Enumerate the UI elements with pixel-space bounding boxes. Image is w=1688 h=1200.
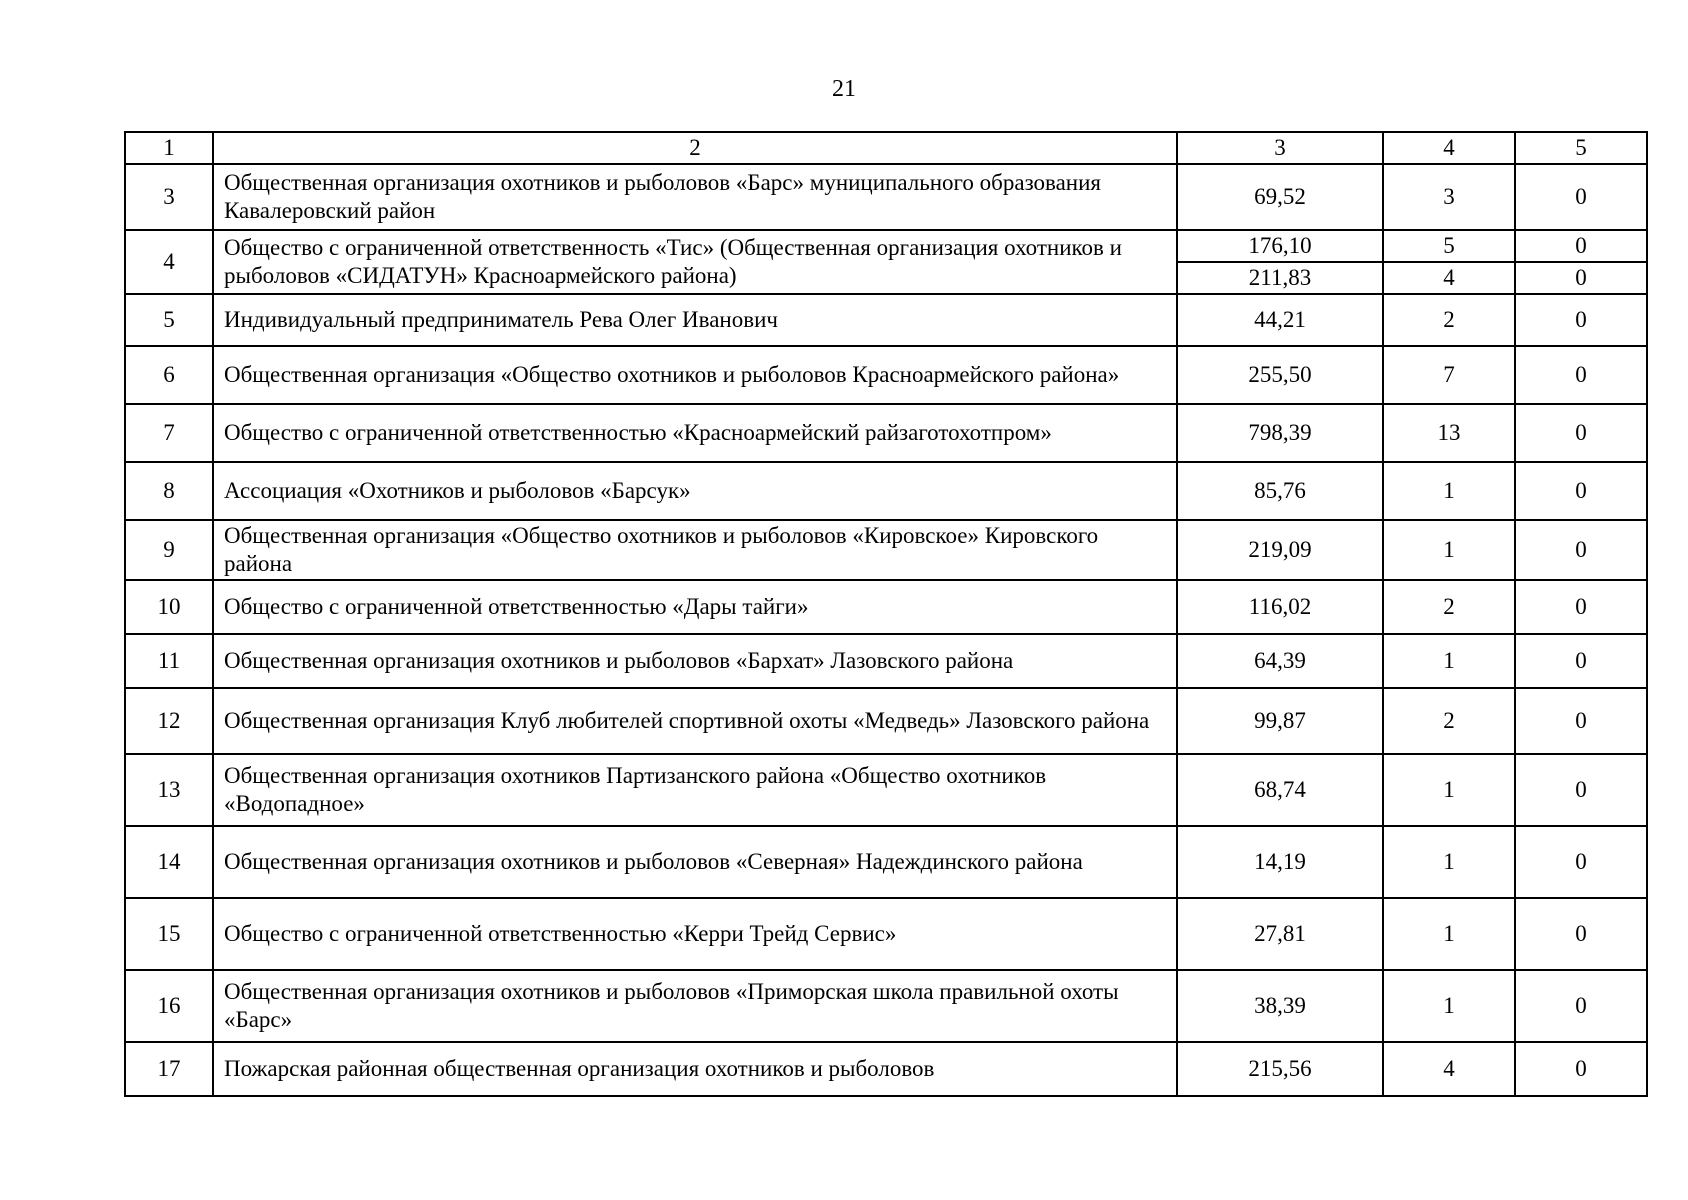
row-number-cell: 8 — [125, 462, 213, 520]
organization-name-cell: Общество с ограниченной ответственностью «Дары тайги» — [213, 580, 1177, 634]
table-row — [125, 898, 1647, 970]
column-header-4: 4 — [1383, 132, 1515, 164]
page-number: 21 — [832, 76, 856, 102]
table-row — [125, 826, 1647, 898]
value-col4-cell: 1 — [1383, 826, 1515, 898]
value-col4-cell: 4 — [1383, 1042, 1515, 1096]
value-col4-cell: 1 — [1383, 634, 1515, 688]
value-col5-cell: 0 — [1515, 1042, 1647, 1096]
column-header-5: 5 — [1515, 132, 1647, 164]
value-col3-cell: 14,19 — [1177, 826, 1383, 898]
value-col3-part-2: 211,83 — [1178, 261, 1382, 293]
value-col3-cell: 69,52 — [1177, 164, 1383, 230]
value-col4-split-cell — [1383, 230, 1515, 294]
value-col3-part-1: 176,10 — [1248, 233, 1312, 258]
organization-name-cell: Общественная организация охотников и рыболовов «Приморская школа правильной охоты «Барс» — [213, 970, 1177, 1042]
table-row — [125, 520, 1647, 580]
table-row — [125, 1042, 1647, 1096]
organizations-table — [124, 131, 1648, 1097]
value-col4-cell: 7 — [1383, 346, 1515, 404]
value-col3-cell: 64,39 — [1177, 634, 1383, 688]
value-col3-cell: 215,56 — [1177, 1042, 1383, 1096]
organization-name-cell: Общество с ограниченной ответственностью «Красноармейский райзаготохотпром» — [213, 404, 1177, 462]
value-col3-cell: 38,39 — [1177, 970, 1383, 1042]
row-number-cell: 7 — [125, 404, 213, 462]
value-col3-cell: 85,76 — [1177, 462, 1383, 520]
organization-name-cell: Ассоциация «Охотников и рыболовов «Барсук» — [213, 462, 1177, 520]
value-col5-cell: 0 — [1515, 520, 1647, 580]
row-number-cell: 4 — [125, 230, 213, 294]
row-number-cell: 15 — [125, 898, 213, 970]
row-number-cell: 17 — [125, 1042, 213, 1096]
row-number-cell: 12 — [125, 688, 213, 754]
row-number-cell: 6 — [125, 346, 213, 404]
organization-name-cell: Общественная организация охотников и рыболовов «Барс» муниципального образования Кавалеровский район — [213, 164, 1177, 230]
value-col5-cell: 0 — [1515, 634, 1647, 688]
value-col5-cell: 0 — [1515, 462, 1647, 520]
column-header-2: 2 — [213, 132, 1177, 164]
row-number-cell: 3 — [125, 164, 213, 230]
value-col5-cell: 0 — [1515, 754, 1647, 826]
value-col5-cell: 0 — [1515, 580, 1647, 634]
column-header-3: 3 — [1177, 132, 1383, 164]
row-number-cell: 9 — [125, 520, 213, 580]
value-col4-cell: 1 — [1383, 520, 1515, 580]
value-col4-cell: 1 — [1383, 970, 1515, 1042]
value-col3-cell: 99,87 — [1177, 688, 1383, 754]
value-col3-cell: 68,74 — [1177, 754, 1383, 826]
column-header-1: 1 — [125, 132, 213, 164]
row-number-cell: 14 — [125, 826, 213, 898]
row-number-cell: 10 — [125, 580, 213, 634]
value-col4-cell: 1 — [1383, 898, 1515, 970]
value-col4-cell: 1 — [1383, 754, 1515, 826]
value-col4-cell: 1 — [1383, 462, 1515, 520]
organization-name-cell: Общественная организация «Общество охотников и рыболовов «Кировское» Кировского района — [213, 520, 1177, 580]
row-number-cell: 5 — [125, 294, 213, 346]
organization-name-cell: Общественная организация «Общество охотников и рыболовов Красноармейского района» — [213, 346, 1177, 404]
value-col5-cell: 0 — [1515, 164, 1647, 230]
organization-name-cell: Общественная организация Клуб любителей спортивной охоты «Медведь» Лазовского района — [213, 688, 1177, 754]
table-row — [125, 580, 1647, 634]
table-row — [125, 346, 1647, 404]
organization-name-cell: Пожарская районная общественная организация охотников и рыболовов — [213, 1042, 1177, 1096]
value-col5-cell: 0 — [1515, 688, 1647, 754]
table-row — [125, 404, 1647, 462]
value-col4-cell: 3 — [1383, 164, 1515, 230]
value-col5-cell: 0 — [1515, 404, 1647, 462]
row-number-cell: 16 — [125, 970, 213, 1042]
organization-name-cell: Общественная организация охотников Партизанского района «Общество охотников «Водопадное» — [213, 754, 1177, 826]
organization-name-cell: Общественная организация охотников и рыболовов «Бархат» Лазовского района — [213, 634, 1177, 688]
organization-name-cell: Общественная организация охотников и рыболовов «Северная» Надеждинского района — [213, 826, 1177, 898]
table-row — [125, 634, 1647, 688]
value-col5-part-1: 0 — [1575, 233, 1587, 258]
organization-name-cell: Общество с ограниченной ответственностью «Керри Трейд Сервис» — [213, 898, 1177, 970]
value-col3-cell: 255,50 — [1177, 346, 1383, 404]
row-number-cell: 13 — [125, 754, 213, 826]
value-col3-cell: 219,09 — [1177, 520, 1383, 580]
value-col5-split-cell — [1515, 230, 1647, 294]
value-col3-cell: 44,21 — [1177, 294, 1383, 346]
table-row — [125, 294, 1647, 346]
value-col5-cell: 0 — [1515, 346, 1647, 404]
organization-name-cell: Общество с ограниченной ответственность «Тис» (Общественная организация охотников и рыболовов «СИДАТУН» Красноармейского района) — [213, 230, 1177, 294]
value-col4-cell: 2 — [1383, 580, 1515, 634]
value-col5-cell: 0 — [1515, 898, 1647, 970]
value-col5-cell: 0 — [1515, 826, 1647, 898]
table-row — [125, 164, 1647, 230]
table-header-row — [125, 132, 1647, 164]
value-col3-cell: 116,02 — [1177, 580, 1383, 634]
value-col4-cell: 2 — [1383, 294, 1515, 346]
value-col5-cell: 0 — [1515, 294, 1647, 346]
table-row — [125, 688, 1647, 754]
table-row — [125, 462, 1647, 520]
value-col3-cell: 798,39 — [1177, 404, 1383, 462]
value-col4-cell: 2 — [1383, 688, 1515, 754]
value-col3-cell: 27,81 — [1177, 898, 1383, 970]
value-col5-cell: 0 — [1515, 970, 1647, 1042]
table-row — [125, 970, 1647, 1042]
row-number-cell: 11 — [125, 634, 213, 688]
organization-name-cell: Индивидуальный предприниматель Рева Олег Иванович — [213, 294, 1177, 346]
value-col4-part-2: 4 — [1384, 261, 1514, 293]
value-col3-split-cell — [1177, 230, 1383, 294]
value-col5-part-2: 0 — [1516, 261, 1646, 293]
value-col4-part-1: 5 — [1443, 233, 1455, 258]
value-col4-cell: 13 — [1383, 404, 1515, 462]
table-row — [125, 230, 1647, 294]
table-row — [125, 754, 1647, 826]
